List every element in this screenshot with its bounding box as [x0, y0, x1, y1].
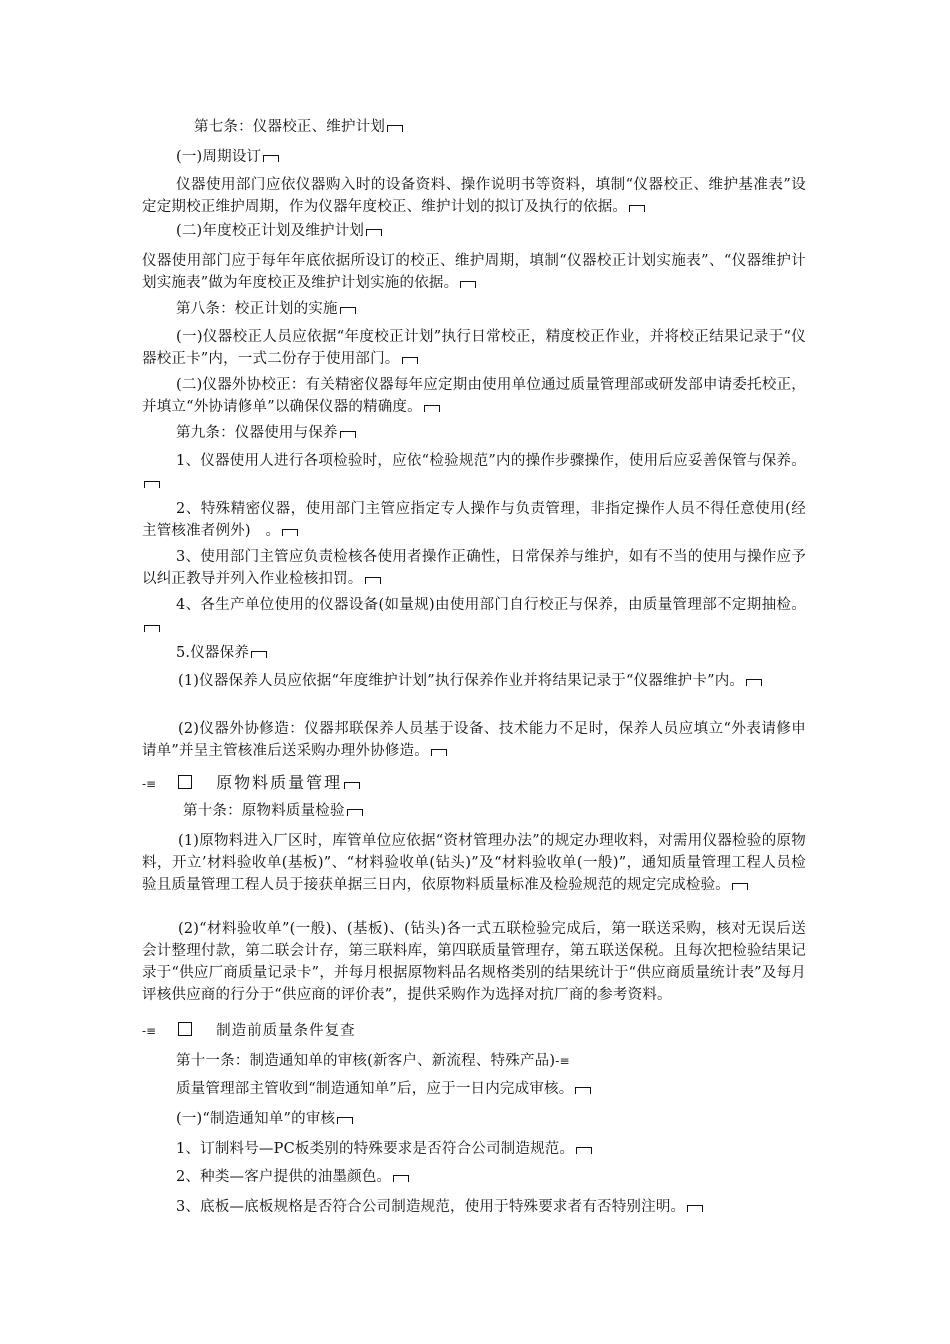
paragraph: 4、各生产单位使用的仪器设备(如量规)由使用部门自行校正与保养，由质量管理部不定期抽检。 — [142, 594, 806, 638]
paragraph: 1、仪器使用人进行各项检验时，应依“检验规范”内的操作步骤操作，使用后应妥善保管与保养。 — [142, 450, 806, 494]
article-11-heading: 第十一条：制造通知单的审核(新客户、新流程、特殊产品)-≡ — [176, 1053, 570, 1069]
paragraph-mark-icon — [575, 1087, 591, 1094]
paragraph-mark-icon — [746, 679, 762, 686]
paragraph: 1、订制料号—PC板类别的特殊要求是否符合公司制造规范。 — [176, 1138, 806, 1160]
paragraph-mark-icon — [402, 357, 418, 364]
paragraph: (1)原物料进入厂区时，库管单位应依据“资材管理办法”的规定办理收料，对需用仪器检验的原物料，开立’材料验收单(基板)”、“材料验收单(钻头)”及“材料验收单(一般)”，通知质量管理工程人员检验且质量管理工程人员于接获单据三日内，依原物料质量标准及检验规范的规定完成检验。 — [142, 833, 806, 893]
paragraph: (一)“制造通知单”的审核 — [176, 1108, 806, 1130]
paragraph: 仪器使用部门应依仪器购入时的设备资料、操作说明书等资料，填制“仪器校正、维护基准表”设定定期校正维护周期，作为仪器年度校正、维护计划的拟订及执行的依据。 — [142, 177, 806, 215]
checkbox-square-icon — [178, 1022, 192, 1036]
paragraph-mark-icon — [340, 431, 356, 438]
paragraph-mark-icon — [460, 281, 476, 288]
paragraph-mark-icon — [344, 782, 360, 789]
checkbox-square-icon — [178, 775, 192, 789]
paragraph-mark-icon — [629, 205, 645, 212]
paragraph-mark-icon — [337, 1117, 353, 1124]
paragraph: 3、底板—底板规格是否符合公司制造规范，使用于特殊要求者有否特别注明。 — [176, 1196, 806, 1218]
article-7-heading: 第七条：仪器校正、维护计划 — [194, 116, 824, 138]
paragraph-mark-icon — [251, 651, 267, 658]
paragraph-mark-icon — [431, 749, 447, 756]
paragraph-mark-icon — [340, 307, 356, 314]
paragraph: 仪器使用部门应于每年年底依据所设订的校正、维护周期，填制“仪器校正计划实施表”、“仪器维护计划实施表”做为年度校正及维护计划实施的依据。 — [142, 253, 806, 291]
paragraph-mark-icon — [387, 125, 403, 132]
section-heading-pre-production: -≡ 制造前质量条件复查 — [142, 1023, 356, 1039]
paragraph: (二)仪器外协校正：有关精密仪器每年应定期由使用单位通过质量管理部或研发部申请委托校正，并填立“外协请修单”以确保仪器的精确度。 — [142, 377, 806, 415]
article-10-heading: 第十条：原物料质量检验 — [183, 800, 813, 822]
paragraph-mark-icon — [576, 1147, 592, 1154]
paragraph-mark-icon — [687, 1205, 703, 1212]
paragraph-mark-icon — [282, 529, 298, 536]
paragraph-mark-icon — [144, 625, 160, 632]
paragraph-mark-icon — [144, 481, 160, 488]
paragraph-mark-icon — [732, 883, 748, 890]
paragraph-mark-icon — [347, 809, 363, 816]
paragraph-mark-icon — [393, 1175, 409, 1182]
paragraph-mark-icon — [424, 405, 440, 412]
article-8-heading: 第八条：校正计划的实施 — [176, 298, 806, 320]
paragraph: (二)年度校正计划及维护计划 — [176, 220, 806, 242]
paragraph: (2)“材料验收单”(一般)、(基板)、(钻头)各一式五联检验完成后，第一联送采购，核对无误后送会计整理付款，第二联会计存，第三联料库，第四联质量管理存，第五联送保税。且每次把检验结果记录于“供应厂商质量记录卡”，并每月根据原物料品名规格类别的结果统计于“供应商质量统计表”及每月评核供应商的行分于“供应商的评价表”，提供采购作为选择对抗厂商的参考资料。 — [142, 921, 806, 1003]
article-9-heading: 第九条：仪器使用与保养 — [176, 422, 806, 444]
paragraph: (2)仪器外协修造：仪器邦联保养人员基于设备、技术能力不足时，保养人员应填立“外表请修申请单”并呈主管核准后送采购办理外协修造。 — [142, 721, 806, 759]
section-heading-raw-material: -≡ 原物料质量管理 — [142, 772, 360, 795]
paragraph-mark-icon — [263, 155, 279, 162]
paragraph-mark-icon — [366, 229, 382, 236]
paragraph: (一)仪器校正人员应依据“年度校正计划”执行日常校正，精度校正作业，并将校正结果记录于“仪器校正卡”内，一式二份存于使用部门。 — [142, 329, 806, 367]
paragraph: 2、种类—客户提供的油墨颜色。 — [176, 1166, 806, 1188]
paragraph: 2、特殊精密仪器，使用部门主管应指定专人操作与负责管理，非指定操作人员不得任意使用(经主管核准者例外) 。 — [142, 501, 806, 539]
paragraph: (1)仪器保养人员应依据“年度维护计划”执行保养作业并将结果记录于“仪器维护卡”内。 — [142, 670, 806, 692]
paragraph: (一)周期设订 — [176, 146, 806, 168]
paragraph-mark-icon — [365, 577, 381, 584]
paragraph: 3、使用部门主管应负责检核各使用者操作正确性，日常保养与维护，如有不当的使用与操作应予以纠正教导并列入作业检核扣罚。 — [142, 549, 806, 587]
paragraph: 5.仪器保养 — [176, 642, 806, 664]
paragraph: 质量管理部主管收到“制造通知单”后，应于一日内完成审核。 — [176, 1078, 806, 1100]
